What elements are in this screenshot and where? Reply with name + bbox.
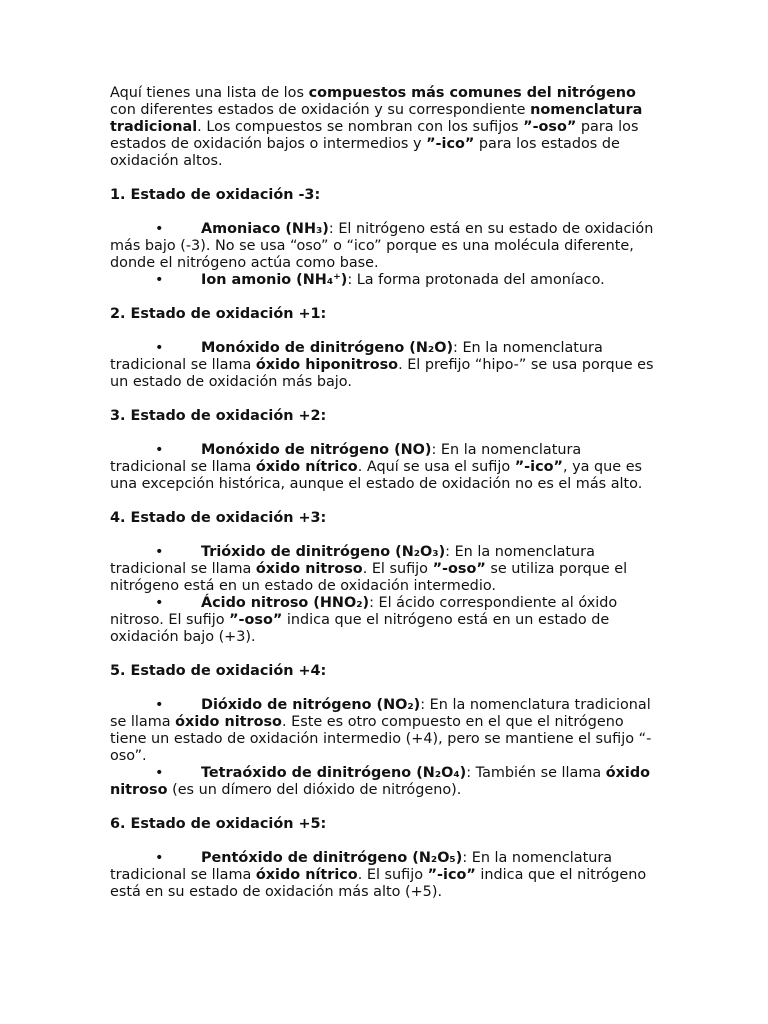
document-body [110,85,655,918]
intro-text-1: Aquí tienes una lista de los [110,85,309,101]
compound-name: Ácido nitroso (HNO₂) [201,595,370,611]
list-item [110,221,655,272]
item-text: . El sufijo [357,867,428,883]
list-item [110,765,655,799]
list-item [110,697,655,765]
traditional-name: óxido nitroso [175,714,282,730]
bullet-icon: • [155,850,164,866]
item-text: (es un dímero del dióxido de nitrógeno). [167,782,462,798]
compound-name: Monóxido de dinitrógeno (N₂O) [201,340,454,356]
section-list [110,544,655,646]
intro-text-3: . Los compuestos se nombran con los sufijos [197,119,524,135]
item-text: se utiliza porque el nitrógeno está en un estado de oxidación intermedio. [110,561,628,594]
list-item [110,850,655,901]
traditional-name: óxido hiponitroso [255,357,399,373]
section-list [110,850,655,901]
item-text: : El nitrógeno está en su estado de oxidación más bajo (-3). No se usa “oso” o “ico” porque es una molécula diferente, donde el nitrógeno actúa como base. [110,221,654,271]
traditional-name: óxido nitroso [255,561,363,577]
section-heading: 1. Estado de oxidación -3: [110,187,321,203]
item-text: : En la nomenclatura tradicional se llama [110,340,603,373]
compound-name: Dióxido de nitrógeno (NO₂) [201,697,421,713]
section-list [110,221,655,289]
bullet-icon: • [155,442,164,458]
bullet-icon: • [155,697,164,713]
list-item [110,272,655,289]
section-list [110,340,655,391]
item-text: . El prefijo “hipo-” se usa porque es un estado de oxidación más bajo. [110,357,654,390]
intro-text-2: con diferentes estados de oxidación y su correspondiente [110,102,531,118]
section-heading: 5. Estado de oxidación +4: [110,663,327,679]
traditional-name: óxido nítrico [255,867,358,883]
intro-bold-4: ”-ico” [426,136,475,152]
intro-bold-1: compuestos más comunes del nitrógeno [308,85,636,101]
suffix: ”-ico” [427,867,476,883]
list-item [110,442,655,493]
compound-name: Pentóxido de dinitrógeno (N₂O₅) [201,850,463,866]
bullet-icon: • [155,765,164,781]
item-text: indica que el nitrógeno está en un estado de oxidación bajo (+3). [110,612,610,645]
suffix: ”-ico” [514,459,563,475]
section-list [110,442,655,493]
intro-paragraph [110,85,655,170]
bullet-icon: • [155,272,164,288]
section-heading: 2. Estado de oxidación +1: [110,306,327,322]
compound-name: Amoniaco (NH₃) [201,221,329,237]
section-heading: 4. Estado de oxidación +3: [110,510,327,526]
section-heading: 3. Estado de oxidación +2: [110,408,327,424]
item-text: : En la nomenclatura tradicional se llama [110,850,613,883]
list-item [110,340,655,391]
compound-name: Trióxido de dinitrógeno (N₂O₃) [201,544,446,560]
item-text: . Este es otro compuesto en el que el nitrógeno tiene un estado de oxidación intermedio (+4), pero se mantiene el sufijo “-oso”. [110,714,652,764]
traditional-name: óxido nitroso [110,765,651,798]
item-text: . Aquí se usa el sufijo [357,459,515,475]
list-item [110,544,655,595]
compound-name: Ion amonio (NH₄⁺) [201,272,348,288]
bullet-icon: • [155,221,164,237]
item-text: : En la nomenclatura tradicional se llama [110,442,582,475]
section-heading: 6. Estado de oxidación +5: [110,816,327,832]
item-text: . El sufijo [362,561,433,577]
list-item [110,595,655,646]
compound-name: Monóxido de nitrógeno (NO) [201,442,432,458]
item-text: indica que el nitrógeno está en su estado de oxidación más alto (+5). [110,867,647,900]
section-list [110,697,655,799]
item-text: , ya que es una excepción histórica, aunque el estado de oxidación no es el más alto. [110,459,643,492]
item-text: : La forma protonada del amoníaco. [347,272,605,288]
bullet-icon: • [155,340,164,356]
compound-name: Tetraóxido de dinitrógeno (N₂O₄) [201,765,467,781]
suffix: ”-oso” [229,612,283,628]
suffix: ”-oso” [432,561,486,577]
item-text: : También se llama [466,765,606,781]
item-text: : En la nomenclatura tradicional se llama [110,697,651,730]
traditional-name: óxido nítrico [255,459,358,475]
item-text: : En la nomenclatura tradicional se llama [110,544,595,577]
bullet-icon: • [155,544,164,560]
bullet-icon: • [155,595,164,611]
item-text: : El ácido correspondiente al óxido nitroso. El sufijo [110,595,618,628]
intro-text-5: para los estados de oxidación altos. [110,136,620,169]
intro-bold-2: nomenclatura tradicional [110,102,643,135]
intro-bold-3: ”-oso” [523,119,577,135]
intro-text-4: para los estados de oxidación bajos o intermedios y [110,119,639,152]
